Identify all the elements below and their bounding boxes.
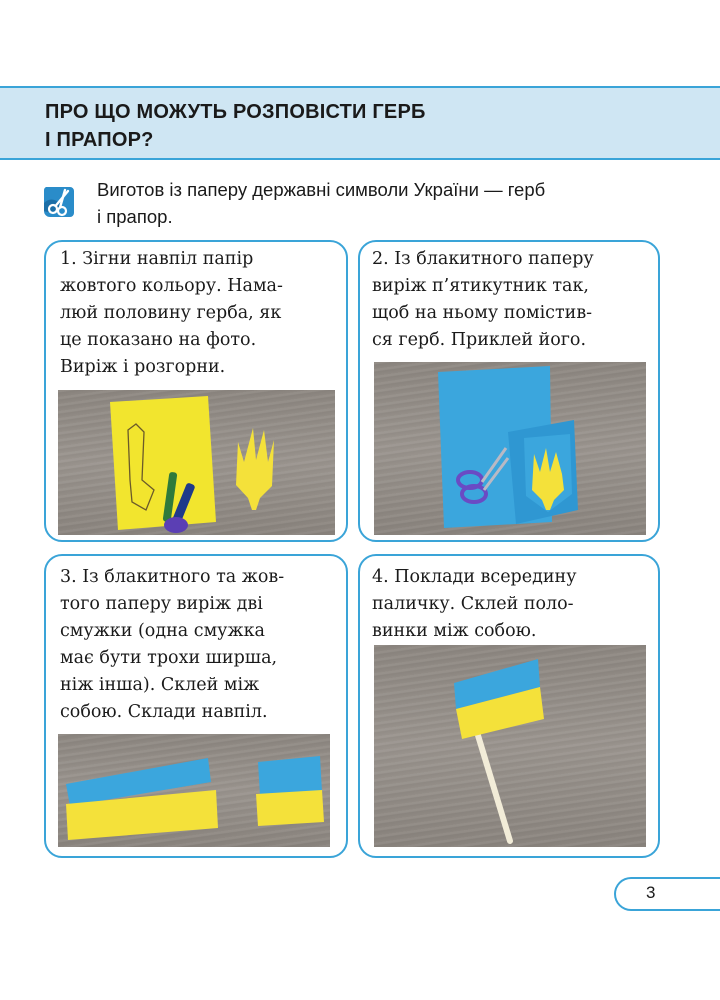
step-3-text: 3. Із блакитного та жов- того паперу виріж дві смужки (одна смужка має бути трохи ширша, ніж інша). Склей між собою. Склади навпіл. [60, 567, 285, 722]
photo-trident-cutout [58, 390, 335, 535]
page-number-tab [614, 877, 720, 911]
scissors-icon [40, 183, 78, 221]
task-instruction-line-2: і прапор. [97, 206, 173, 227]
photo-coat-of-arms [374, 362, 646, 535]
page-title-line-2: І ПРАПОР? [45, 129, 154, 151]
page-number: 3 [646, 883, 656, 902]
step-1-text: 1. Зігни навпіл папір жовтого кольору. Нама- люй половину герба, як це показано на фото. Виріж і розгорни. [60, 249, 283, 377]
photo-paper-strips [58, 734, 330, 847]
page-title-line-1: ПРО ЩО МОЖУТЬ РОЗПОВІСТИ ГЕРБ [45, 101, 426, 123]
task-instruction [97, 176, 657, 230]
step-4-text: 4. Поклади всередину паличку. Склей поло- винки між собою. [372, 567, 577, 641]
step-2-text: 2. Із блакитного паперу виріж п’ятикутник так, щоб на ньому помістив- ся герб. Приклей його. [372, 249, 594, 350]
page-title [45, 98, 665, 154]
task-instruction-line-1: Виготов із паперу державні символи України — герб [97, 179, 546, 200]
photo-flag-on-stick [374, 645, 646, 847]
